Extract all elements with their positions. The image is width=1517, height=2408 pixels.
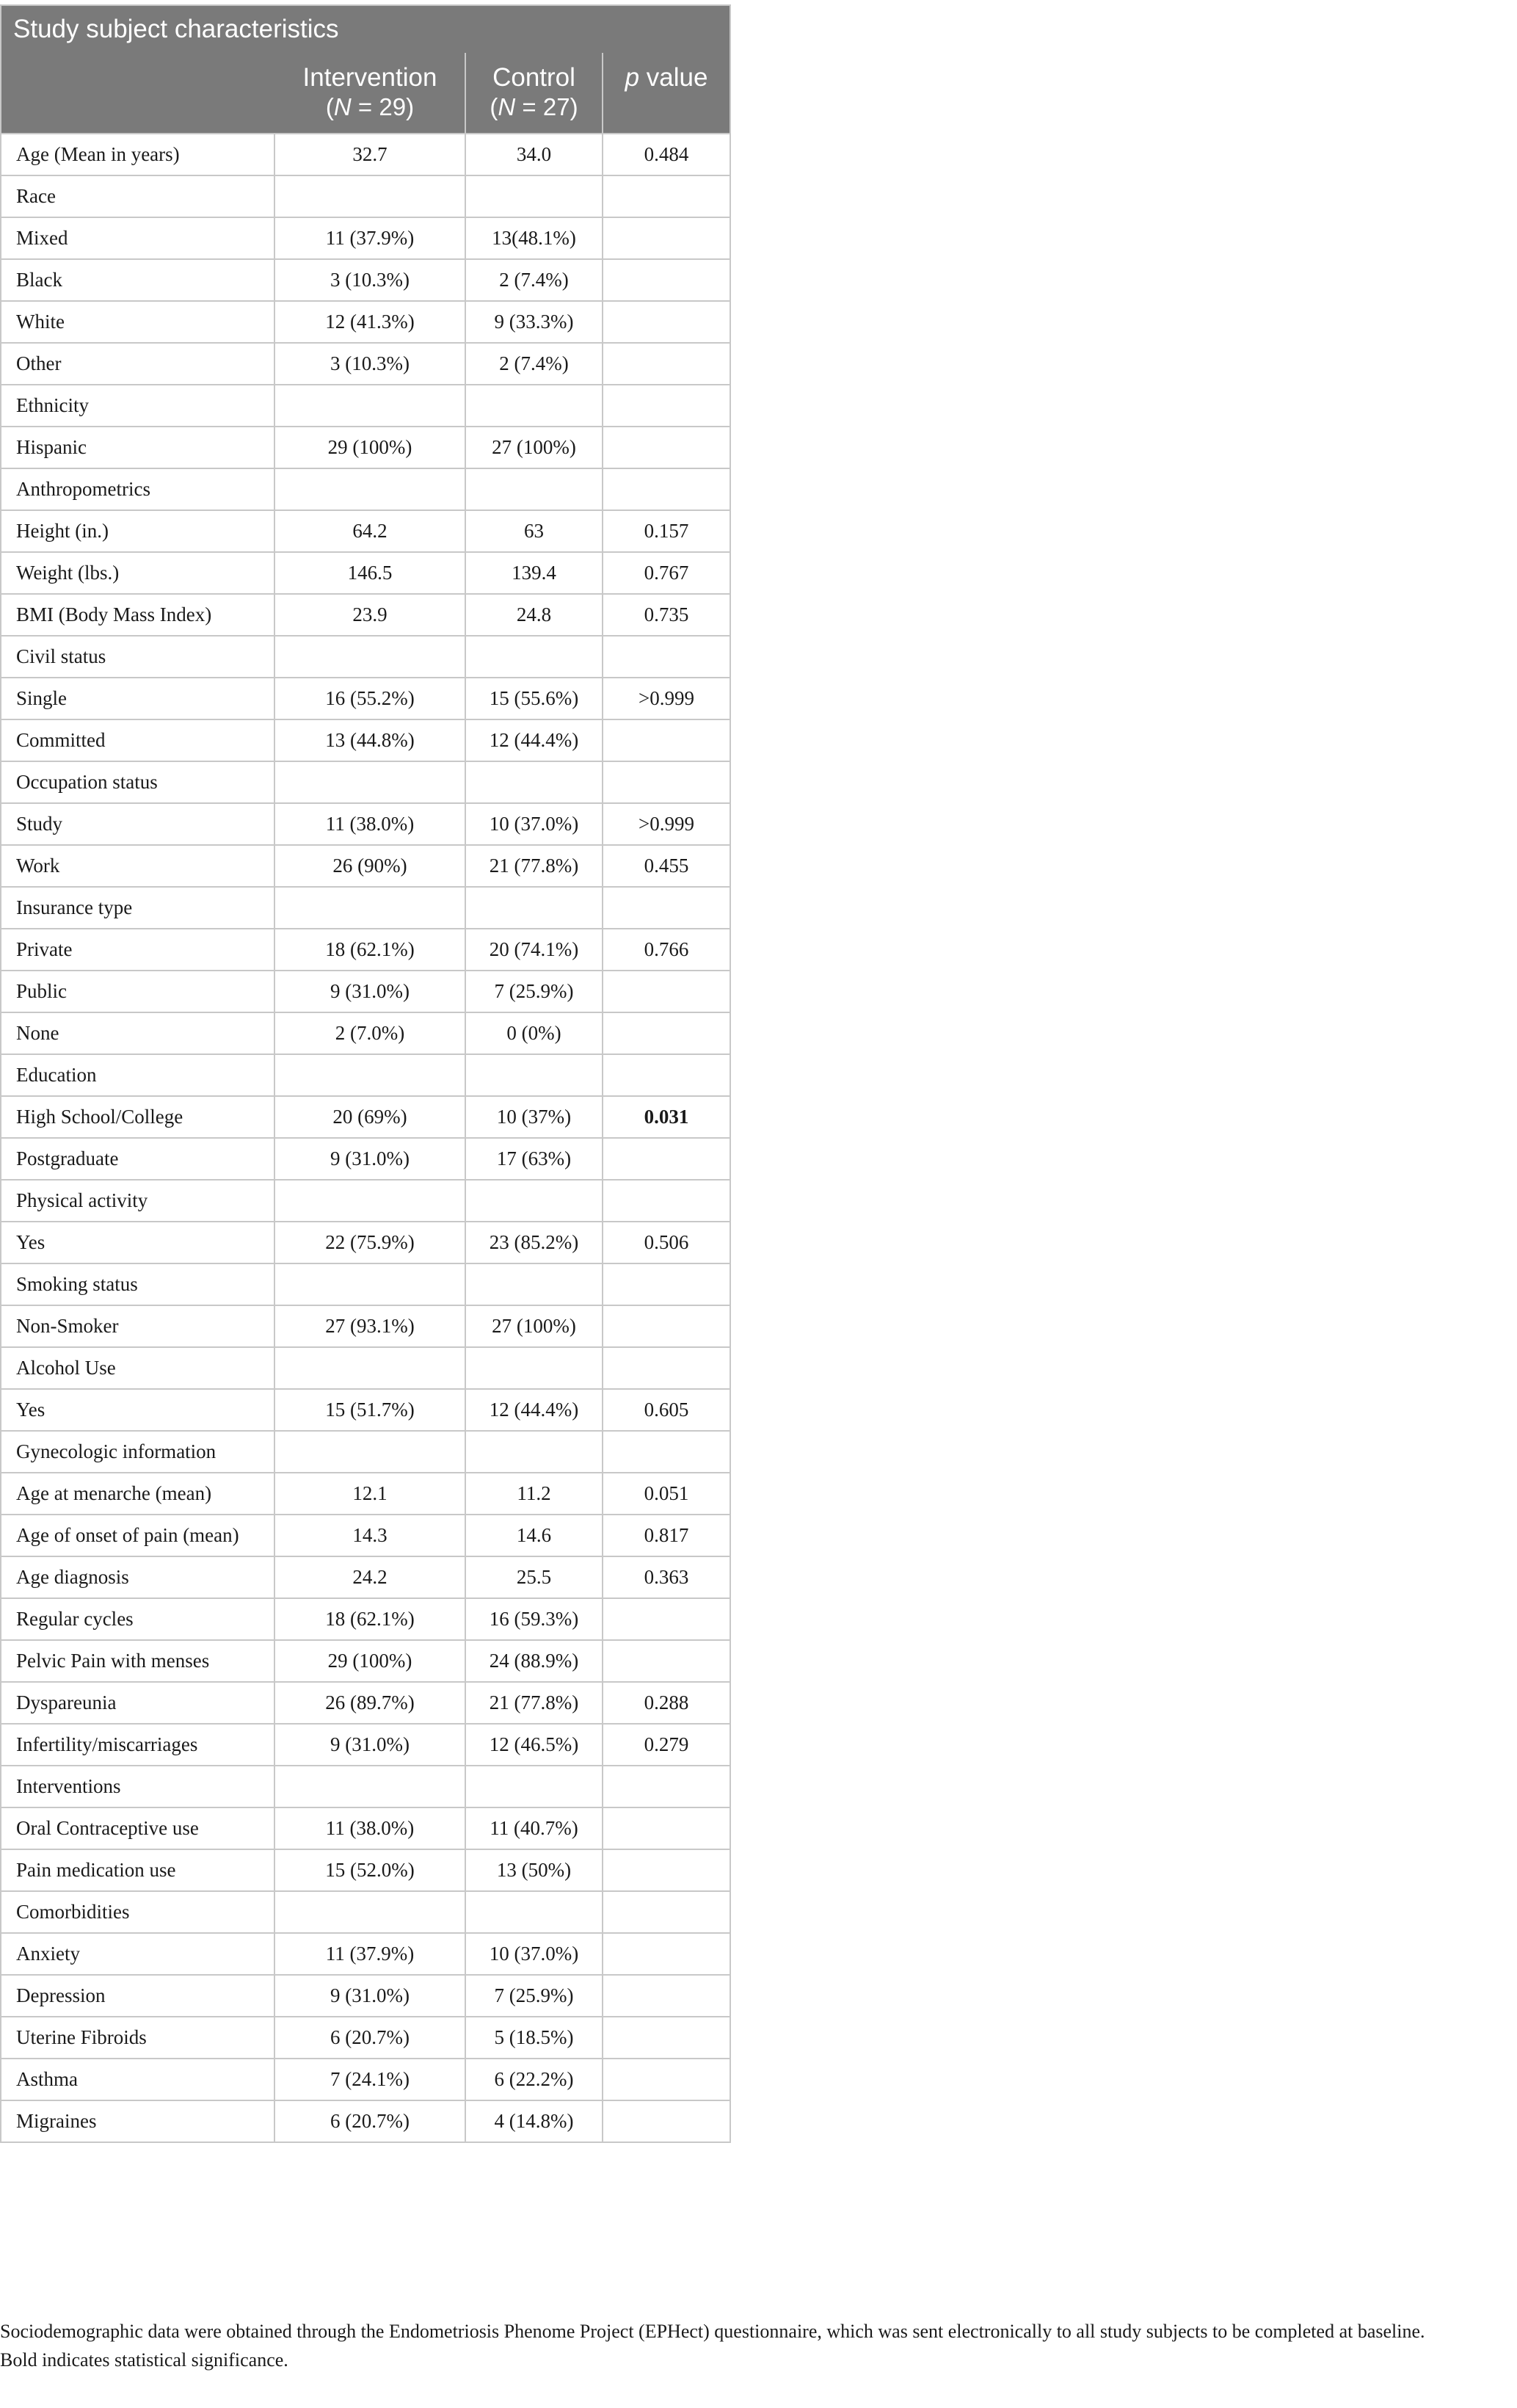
p-value xyxy=(603,2059,730,2100)
header-p-italic: p xyxy=(625,63,640,92)
table-row xyxy=(1,971,730,1012)
section-row xyxy=(1,468,730,510)
section-empty-cell xyxy=(603,887,730,929)
section-label: Ethnicity xyxy=(1,385,274,427)
p-value: 0.735 xyxy=(603,594,730,636)
control-value: 2 (7.4%) xyxy=(465,259,603,301)
intervention-value: 14.3 xyxy=(274,1515,465,1556)
section-empty-cell xyxy=(603,1054,730,1096)
section-empty-cell xyxy=(465,761,603,803)
intervention-value: 13 (44.8%) xyxy=(274,719,465,761)
row-label: Asthma xyxy=(1,2059,274,2100)
section-empty-cell xyxy=(274,175,465,217)
row-label: Age (Mean in years) xyxy=(1,134,274,175)
section-empty-cell xyxy=(465,385,603,427)
section-label: Civil status xyxy=(1,636,274,678)
row-label: Oral Contraceptive use xyxy=(1,1807,274,1849)
p-value: 0.817 xyxy=(603,1515,730,1556)
control-value: 12 (46.5%) xyxy=(465,1724,603,1766)
p-value xyxy=(603,217,730,259)
section-label: Physical activity xyxy=(1,1180,274,1222)
control-value: 20 (74.1%) xyxy=(465,929,603,971)
intervention-value: 9 (31.0%) xyxy=(274,1138,465,1180)
intervention-value: 6 (20.7%) xyxy=(274,2017,465,2059)
header-p-suffix: value xyxy=(639,63,708,92)
header-intervention-n-suffix: = 29) xyxy=(351,93,415,120)
section-empty-cell xyxy=(603,1347,730,1389)
section-row xyxy=(1,1431,730,1473)
intervention-value: 2 (7.0%) xyxy=(274,1012,465,1054)
control-value: 27 (100%) xyxy=(465,427,603,468)
table-row xyxy=(1,343,730,385)
p-value xyxy=(603,1598,730,1640)
intervention-value: 146.5 xyxy=(274,552,465,594)
table-row xyxy=(1,1305,730,1347)
section-label: Anthropometrics xyxy=(1,468,274,510)
row-label: White xyxy=(1,301,274,343)
control-value: 63 xyxy=(465,510,603,552)
section-empty-cell xyxy=(603,1180,730,1222)
control-value: 10 (37%) xyxy=(465,1096,603,1138)
row-label: Weight (lbs.) xyxy=(1,552,274,594)
table-row xyxy=(1,1515,730,1556)
intervention-value: 7 (24.1%) xyxy=(274,2059,465,2100)
intervention-value: 26 (89.7%) xyxy=(274,1682,465,1724)
row-label: Age diagnosis xyxy=(1,1556,274,1598)
table-row xyxy=(1,510,730,552)
intervention-value: 12 (41.3%) xyxy=(274,301,465,343)
section-row xyxy=(1,175,730,217)
p-value: 0.484 xyxy=(603,134,730,175)
p-value xyxy=(603,2017,730,2059)
row-label: Non-Smoker xyxy=(1,1305,274,1347)
p-value: 0.279 xyxy=(603,1724,730,1766)
section-empty-cell xyxy=(274,1431,465,1473)
intervention-value: 16 (55.2%) xyxy=(274,678,465,719)
intervention-value: 6 (20.7%) xyxy=(274,2100,465,2142)
table-row xyxy=(1,845,730,887)
header-control-n xyxy=(490,93,578,120)
section-empty-cell xyxy=(465,468,603,510)
section-label: Smoking status xyxy=(1,1263,274,1305)
table-row xyxy=(1,259,730,301)
intervention-value: 15 (52.0%) xyxy=(274,1849,465,1891)
p-value xyxy=(603,259,730,301)
p-value: 0.288 xyxy=(603,1682,730,1724)
section-row xyxy=(1,1766,730,1807)
section-row xyxy=(1,385,730,427)
section-empty-cell xyxy=(465,1431,603,1473)
section-empty-cell xyxy=(274,887,465,929)
table-header-row xyxy=(1,53,730,134)
control-value: 13 (50%) xyxy=(465,1849,603,1891)
intervention-value: 24.2 xyxy=(274,1556,465,1598)
intervention-value: 12.1 xyxy=(274,1473,465,1515)
control-value: 12 (44.4%) xyxy=(465,1389,603,1431)
section-empty-cell xyxy=(603,1263,730,1305)
control-value: 2 (7.4%) xyxy=(465,343,603,385)
section-empty-cell xyxy=(603,636,730,678)
table-row xyxy=(1,1096,730,1138)
table-row xyxy=(1,678,730,719)
control-value: 34.0 xyxy=(465,134,603,175)
section-row xyxy=(1,1347,730,1389)
section-row xyxy=(1,887,730,929)
row-label: Public xyxy=(1,971,274,1012)
row-label: Migraines xyxy=(1,2100,274,2142)
header-control-n-suffix: = 27) xyxy=(515,93,578,120)
p-value: 0.031 xyxy=(603,1096,730,1138)
row-label: Yes xyxy=(1,1222,274,1263)
intervention-value: 3 (10.3%) xyxy=(274,343,465,385)
section-label: Occupation status xyxy=(1,761,274,803)
table-row xyxy=(1,1724,730,1766)
footnote-bold-note: Bold indicates statistical significance. xyxy=(0,2349,288,2371)
section-row xyxy=(1,1180,730,1222)
p-value: 0.605 xyxy=(603,1389,730,1431)
control-value: 24.8 xyxy=(465,594,603,636)
section-empty-cell xyxy=(465,175,603,217)
row-label: Age at menarche (mean) xyxy=(1,1473,274,1515)
table-row xyxy=(1,552,730,594)
intervention-value: 11 (37.9%) xyxy=(274,217,465,259)
row-label: Other xyxy=(1,343,274,385)
row-label: Committed xyxy=(1,719,274,761)
intervention-value: 27 (93.1%) xyxy=(274,1305,465,1347)
header-p-value xyxy=(603,53,730,134)
p-value: 0.766 xyxy=(603,929,730,971)
table-row xyxy=(1,803,730,845)
section-empty-cell xyxy=(465,1891,603,1933)
control-value: 25.5 xyxy=(465,1556,603,1598)
section-empty-cell xyxy=(603,175,730,217)
control-value: 21 (77.8%) xyxy=(465,1682,603,1724)
p-value xyxy=(603,343,730,385)
p-value xyxy=(603,971,730,1012)
section-empty-cell xyxy=(465,887,603,929)
row-label: None xyxy=(1,1012,274,1054)
control-value: 10 (37.0%) xyxy=(465,1933,603,1975)
section-row xyxy=(1,1054,730,1096)
intervention-value: 11 (38.0%) xyxy=(274,803,465,845)
header-intervention xyxy=(274,53,465,134)
control-value: 11 (40.7%) xyxy=(465,1807,603,1849)
row-label: Postgraduate xyxy=(1,1138,274,1180)
section-empty-cell xyxy=(465,1054,603,1096)
section-empty-cell xyxy=(274,1891,465,1933)
p-value xyxy=(603,301,730,343)
table-row xyxy=(1,1849,730,1891)
row-label: Single xyxy=(1,678,274,719)
p-value xyxy=(603,1640,730,1682)
p-value xyxy=(603,1305,730,1347)
section-empty-cell xyxy=(465,636,603,678)
table-row xyxy=(1,1807,730,1849)
row-label: Study xyxy=(1,803,274,845)
control-value: 27 (100%) xyxy=(465,1305,603,1347)
section-empty-cell xyxy=(603,385,730,427)
intervention-value: 9 (31.0%) xyxy=(274,1975,465,2017)
row-label: Infertility/miscarriages xyxy=(1,1724,274,1766)
row-label: Anxiety xyxy=(1,1933,274,1975)
control-value: 23 (85.2%) xyxy=(465,1222,603,1263)
control-value: 4 (14.8%) xyxy=(465,2100,603,2142)
row-label: Depression xyxy=(1,1975,274,2017)
section-label: Insurance type xyxy=(1,887,274,929)
table-body xyxy=(1,134,730,2142)
header-intervention-n-italic: N xyxy=(333,93,352,120)
table-row xyxy=(1,217,730,259)
control-value: 14.6 xyxy=(465,1515,603,1556)
p-value: 0.051 xyxy=(603,1473,730,1515)
table-row xyxy=(1,301,730,343)
table-row xyxy=(1,1640,730,1682)
header-blank-cell xyxy=(1,53,274,134)
row-label: BMI (Body Mass Index) xyxy=(1,594,274,636)
intervention-value: 9 (31.0%) xyxy=(274,971,465,1012)
control-value: 9 (33.3%) xyxy=(465,301,603,343)
section-row xyxy=(1,1891,730,1933)
table-row xyxy=(1,2059,730,2100)
p-value: >0.999 xyxy=(603,803,730,845)
row-label: Hispanic xyxy=(1,427,274,468)
intervention-value: 11 (37.9%) xyxy=(274,1933,465,1975)
section-label: Comorbidities xyxy=(1,1891,274,1933)
row-label: Age of onset of pain (mean) xyxy=(1,1515,274,1556)
intervention-value: 29 (100%) xyxy=(274,427,465,468)
control-value: 12 (44.4%) xyxy=(465,719,603,761)
p-value xyxy=(603,719,730,761)
intervention-value: 18 (62.1%) xyxy=(274,929,465,971)
section-empty-cell xyxy=(274,1263,465,1305)
section-label: Gynecologic information xyxy=(1,1431,274,1473)
row-label: High School/College xyxy=(1,1096,274,1138)
control-value: 16 (59.3%) xyxy=(465,1598,603,1640)
p-value: >0.999 xyxy=(603,678,730,719)
section-empty-cell xyxy=(274,761,465,803)
footnote-source: Sociodemographic data were obtained through the Endometriosis Phenome Project (EPHect) questionnaire, which was sent electronically to all study subjects to be completed at baseline. xyxy=(0,2321,1425,2342)
table-footnote xyxy=(0,2317,1512,2374)
section-label: Education xyxy=(1,1054,274,1096)
table-row xyxy=(1,1389,730,1431)
control-value: 15 (55.6%) xyxy=(465,678,603,719)
header-control xyxy=(465,53,603,134)
p-value: 0.767 xyxy=(603,552,730,594)
control-value: 24 (88.9%) xyxy=(465,1640,603,1682)
section-empty-cell xyxy=(465,1263,603,1305)
table-row xyxy=(1,1138,730,1180)
section-label: Alcohol Use xyxy=(1,1347,274,1389)
p-value xyxy=(603,1807,730,1849)
control-value: 7 (25.9%) xyxy=(465,971,603,1012)
row-label: Private xyxy=(1,929,274,971)
intervention-value: 64.2 xyxy=(274,510,465,552)
row-label: Black xyxy=(1,259,274,301)
section-empty-cell xyxy=(465,1766,603,1807)
intervention-value: 32.7 xyxy=(274,134,465,175)
row-label: Regular cycles xyxy=(1,1598,274,1640)
table-row xyxy=(1,719,730,761)
section-empty-cell xyxy=(603,1766,730,1807)
characteristics-table xyxy=(0,4,731,2143)
p-value xyxy=(603,1933,730,1975)
row-label: Mixed xyxy=(1,217,274,259)
p-value: 0.506 xyxy=(603,1222,730,1263)
control-value: 11.2 xyxy=(465,1473,603,1515)
control-value: 10 (37.0%) xyxy=(465,803,603,845)
control-value: 6 (22.2%) xyxy=(465,2059,603,2100)
section-empty-cell xyxy=(603,468,730,510)
p-value: 0.455 xyxy=(603,845,730,887)
header-control-n-prefix: ( xyxy=(490,93,498,120)
section-empty-cell xyxy=(274,1347,465,1389)
table-row xyxy=(1,1222,730,1263)
section-empty-cell xyxy=(274,468,465,510)
table-row xyxy=(1,427,730,468)
control-value: 139.4 xyxy=(465,552,603,594)
row-label: Work xyxy=(1,845,274,887)
section-row xyxy=(1,1263,730,1305)
p-value xyxy=(603,427,730,468)
row-label: Dyspareunia xyxy=(1,1682,274,1724)
table-row xyxy=(1,134,730,175)
table-row xyxy=(1,1975,730,2017)
header-control-n-italic: N xyxy=(498,93,516,120)
table-row xyxy=(1,929,730,971)
characteristics-table-container xyxy=(0,4,730,2143)
row-label: Pelvic Pain with menses xyxy=(1,1640,274,1682)
p-value: 0.363 xyxy=(603,1556,730,1598)
p-value xyxy=(603,2100,730,2142)
table-row xyxy=(1,2017,730,2059)
control-value: 17 (63%) xyxy=(465,1138,603,1180)
intervention-value: 23.9 xyxy=(274,594,465,636)
control-value: 21 (77.8%) xyxy=(465,845,603,887)
table-row xyxy=(1,1556,730,1598)
intervention-value: 20 (69%) xyxy=(274,1096,465,1138)
table-row xyxy=(1,594,730,636)
p-value xyxy=(603,1138,730,1180)
section-empty-cell xyxy=(465,1180,603,1222)
table-row xyxy=(1,1598,730,1640)
table-title: Study subject characteristics xyxy=(1,5,730,53)
p-value xyxy=(603,1975,730,2017)
row-label: Pain medication use xyxy=(1,1849,274,1891)
table-row xyxy=(1,2100,730,2142)
table-row xyxy=(1,1682,730,1724)
section-row xyxy=(1,636,730,678)
section-empty-cell xyxy=(603,1431,730,1473)
section-empty-cell xyxy=(274,1054,465,1096)
intervention-value: 18 (62.1%) xyxy=(274,1598,465,1640)
section-empty-cell xyxy=(274,385,465,427)
header-intervention-n xyxy=(326,93,414,120)
section-empty-cell xyxy=(274,1766,465,1807)
section-label: Race xyxy=(1,175,274,217)
section-empty-cell xyxy=(465,1347,603,1389)
control-value: 7 (25.9%) xyxy=(465,1975,603,2017)
table-row xyxy=(1,1012,730,1054)
header-intervention-n-prefix: ( xyxy=(325,93,334,120)
section-empty-cell xyxy=(603,1891,730,1933)
table-row xyxy=(1,1473,730,1515)
intervention-value: 29 (100%) xyxy=(274,1640,465,1682)
control-value: 0 (0%) xyxy=(465,1012,603,1054)
table-title-row xyxy=(1,5,730,53)
p-value xyxy=(603,1849,730,1891)
header-intervention-label: Intervention xyxy=(302,63,437,92)
intervention-value: 26 (90%) xyxy=(274,845,465,887)
control-value: 5 (18.5%) xyxy=(465,2017,603,2059)
row-label: Uterine Fibroids xyxy=(1,2017,274,2059)
section-empty-cell xyxy=(274,636,465,678)
control-value: 13(48.1%) xyxy=(465,217,603,259)
intervention-value: 15 (51.7%) xyxy=(274,1389,465,1431)
section-row xyxy=(1,761,730,803)
table-row xyxy=(1,1933,730,1975)
p-value: 0.157 xyxy=(603,510,730,552)
intervention-value: 3 (10.3%) xyxy=(274,259,465,301)
intervention-value: 22 (75.9%) xyxy=(274,1222,465,1263)
section-empty-cell xyxy=(274,1180,465,1222)
section-empty-cell xyxy=(603,761,730,803)
header-control-label: Control xyxy=(492,63,575,92)
section-label: Interventions xyxy=(1,1766,274,1807)
intervention-value: 11 (38.0%) xyxy=(274,1807,465,1849)
row-label: Yes xyxy=(1,1389,274,1431)
row-label: Height (in.) xyxy=(1,510,274,552)
p-value xyxy=(603,1012,730,1054)
intervention-value: 9 (31.0%) xyxy=(274,1724,465,1766)
